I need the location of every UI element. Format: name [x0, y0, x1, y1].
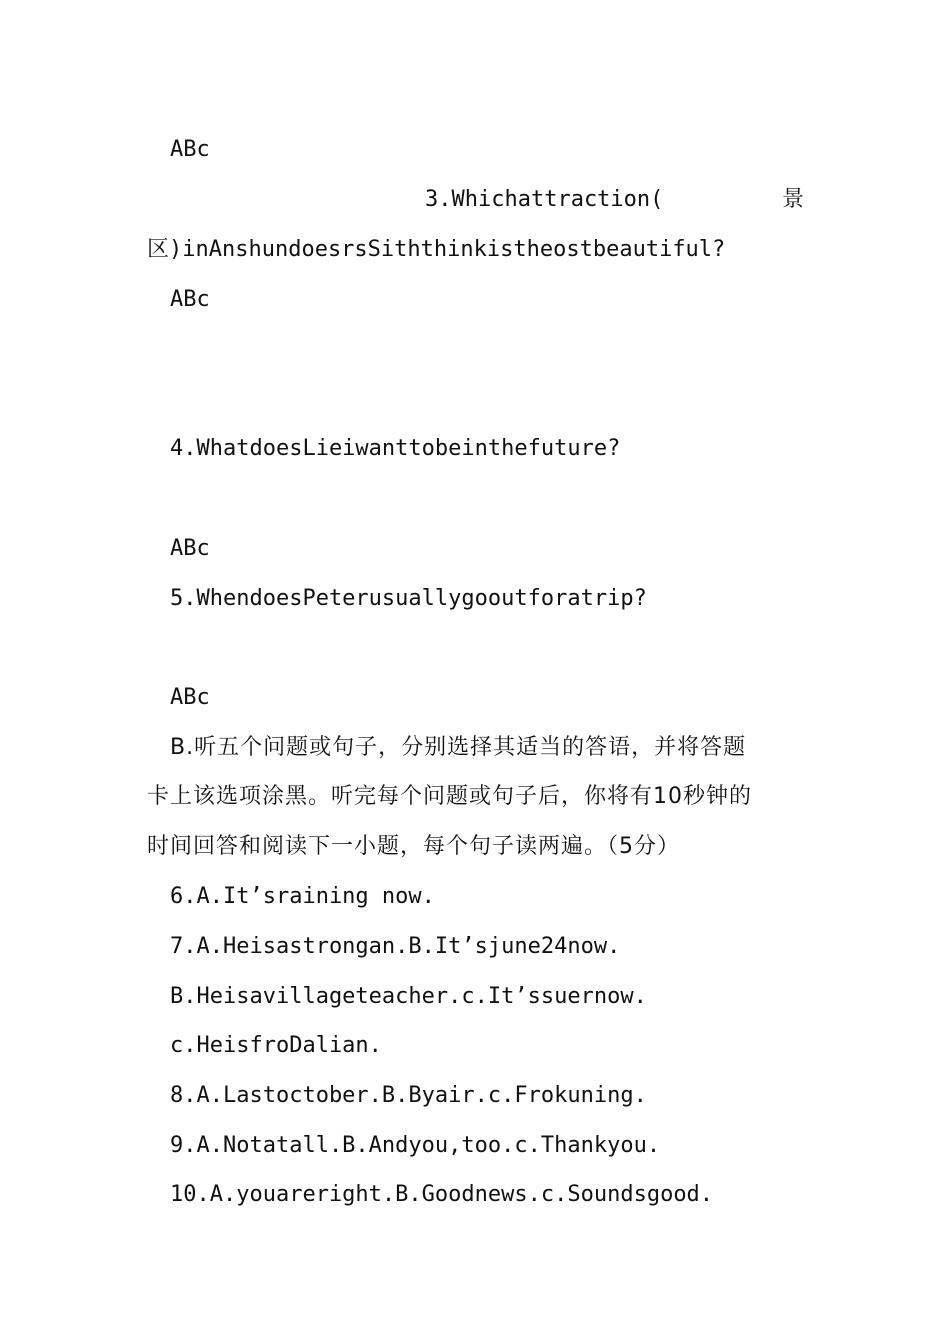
answer-7: 7.A.Heisastrongan.B.It’sjune24now. — [170, 934, 621, 959]
section-b-instruction-line-1: B.听五个问题或句子，分别选择其适当的答语，并将答题 — [170, 735, 747, 760]
question-3-continued: 区)inAnshundoesrsSiththinkistheostbeautiful? — [147, 237, 726, 262]
option-row: ABc — [170, 137, 210, 162]
section-b-instruction-line-2: 卡上该选项涂黑。听完每个问题或句子后，你将有10秒钟的 — [147, 784, 752, 809]
answer-9: 9.A.Notatall.B.Andyou,too.c.Thankyou. — [170, 1133, 661, 1158]
section-b-instruction-line-3: 时间回答和阅读下一小题，每个句子读两遍。（5分） — [147, 834, 680, 859]
question-5: 5.WhendoesPeterusuallygooutforatrip? — [170, 586, 647, 611]
answer-8: 8.A.Lastoctober.B.Byair.c.Frokuning. — [170, 1083, 647, 1108]
answer-7-b: B.Heisavillageteacher.c.It’ssuernow. — [170, 984, 647, 1009]
question-3-end: 景 — [782, 187, 806, 212]
option-row: ABc — [170, 536, 210, 561]
option-row: ABc — [170, 287, 210, 312]
question-4: 4.WhatdoesLieiwanttobeinthefuture? — [170, 436, 621, 461]
option-row: ABc — [170, 685, 210, 710]
answer-7-c: c.HeisfroDalian. — [170, 1033, 382, 1058]
answer-10: 10.A.youareright.B.Goodnews.c.Soundsgood. — [170, 1182, 714, 1207]
question-3: 3.Whichattraction( — [425, 187, 664, 212]
answer-6: 6.A.It’sraining now. — [170, 884, 435, 909]
